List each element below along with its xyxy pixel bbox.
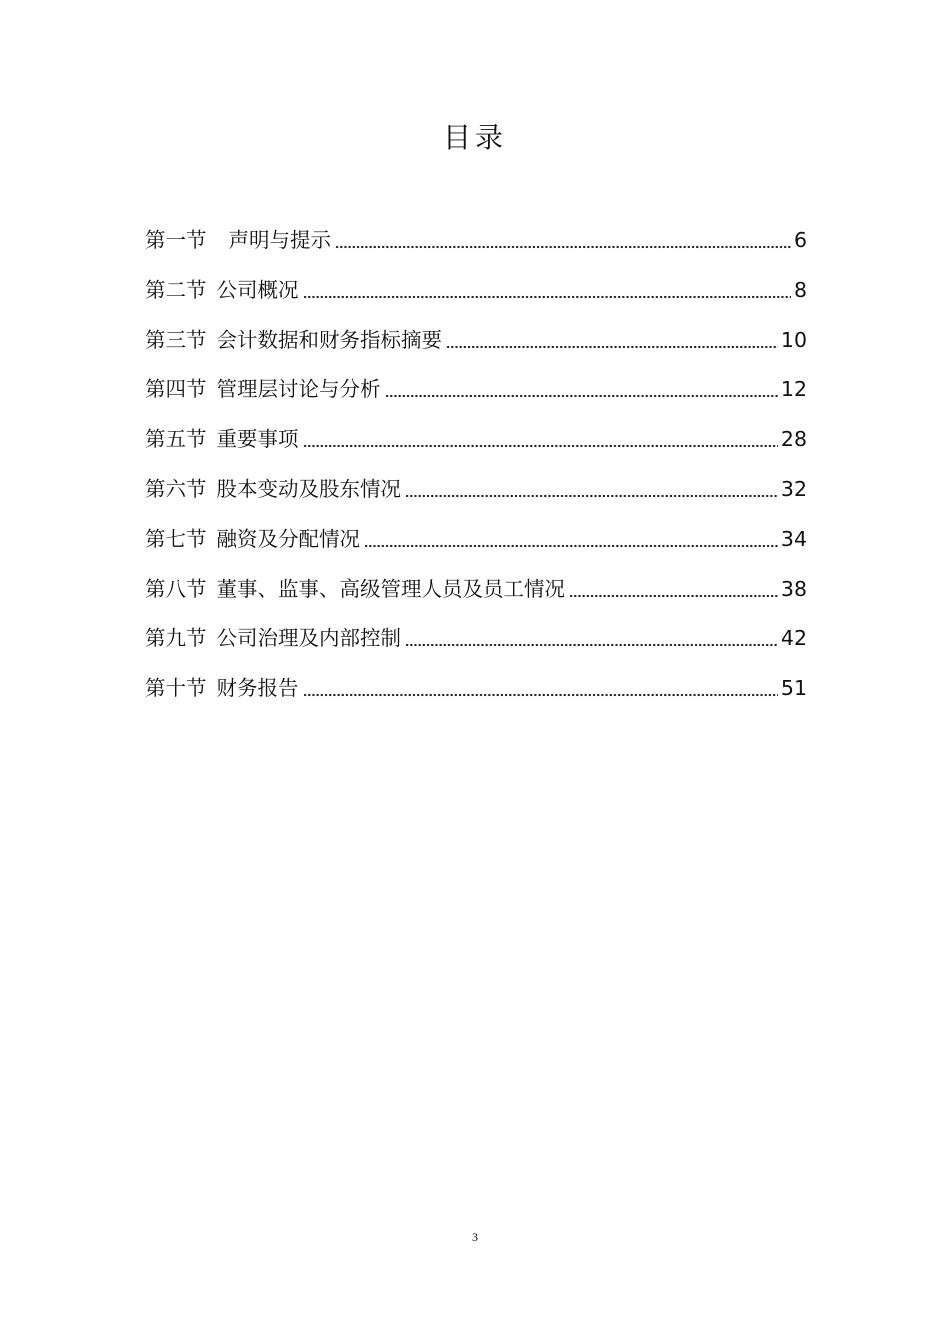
table-of-contents (145, 220, 807, 718)
toc-dot-leader (405, 474, 778, 498)
toc-section-number: 第三节 (145, 327, 207, 352)
page-number-footer: 3 (472, 1230, 478, 1244)
toc-page-number: 32 (780, 476, 807, 501)
toc-entry-7[interactable] (145, 519, 807, 569)
toc-section-number: 第六节 (145, 476, 207, 501)
toc-entry-9[interactable] (145, 618, 807, 668)
toc-entry-3[interactable] (145, 320, 807, 370)
toc-section-title: 公司概况 (216, 277, 299, 302)
toc-section-title: 声明与提示 (228, 228, 331, 252)
toc-section-number: 第八节 (145, 576, 207, 601)
toc-page-number: 28 (780, 427, 807, 452)
toc-dot-leader (303, 424, 778, 448)
page-title: 目录 (442, 121, 507, 154)
toc-section-title: 融资及分配情况 (216, 526, 360, 551)
toc-entry-5[interactable] (145, 419, 807, 469)
toc-page-number: 42 (780, 626, 807, 651)
toc-section-number: 第五节 (145, 427, 207, 452)
toc-section-number: 第四节 (145, 377, 207, 402)
toc-page-number: 6 (793, 228, 807, 252)
toc-section-title: 会计数据和财务指标摘要 (216, 327, 442, 352)
toc-dot-leader (335, 225, 791, 249)
toc-page-number: 12 (780, 377, 807, 402)
toc-entry-1[interactable] (145, 220, 807, 270)
toc-section-title: 重要事项 (216, 427, 299, 452)
toc-dot-leader (385, 374, 778, 398)
toc-entry-6[interactable] (145, 469, 807, 519)
toc-page-number: 38 (780, 576, 807, 601)
toc-section-title: 公司治理及内部控制 (216, 626, 401, 651)
toc-page-number: 8 (793, 277, 807, 302)
toc-dot-leader (303, 673, 778, 697)
toc-entry-8[interactable] (145, 569, 807, 619)
toc-dot-leader (405, 623, 778, 647)
toc-section-number: 第七节 (145, 526, 207, 551)
toc-section-number: 第一节 (145, 228, 207, 252)
toc-section-title: 董事、监事、高级管理人员及员工情况 (216, 576, 565, 601)
toc-dot-leader (364, 524, 778, 548)
toc-entry-4[interactable] (145, 369, 807, 419)
toc-dot-leader (569, 574, 778, 598)
toc-section-number: 第十节 (145, 676, 207, 701)
toc-page-number: 51 (780, 676, 807, 701)
toc-dot-leader (446, 325, 778, 349)
toc-section-number: 第九节 (145, 626, 207, 651)
toc-entry-10[interactable] (145, 668, 807, 718)
toc-section-title: 股本变动及股东情况 (216, 476, 401, 501)
toc-page-number: 34 (780, 526, 807, 551)
toc-section-number: 第二节 (145, 277, 207, 302)
toc-section-title: 管理层讨论与分析 (216, 377, 381, 402)
toc-section-title: 财务报告 (216, 676, 299, 701)
toc-entry-2[interactable] (145, 270, 807, 320)
toc-dot-leader (303, 275, 791, 299)
toc-page-number: 10 (780, 327, 807, 352)
